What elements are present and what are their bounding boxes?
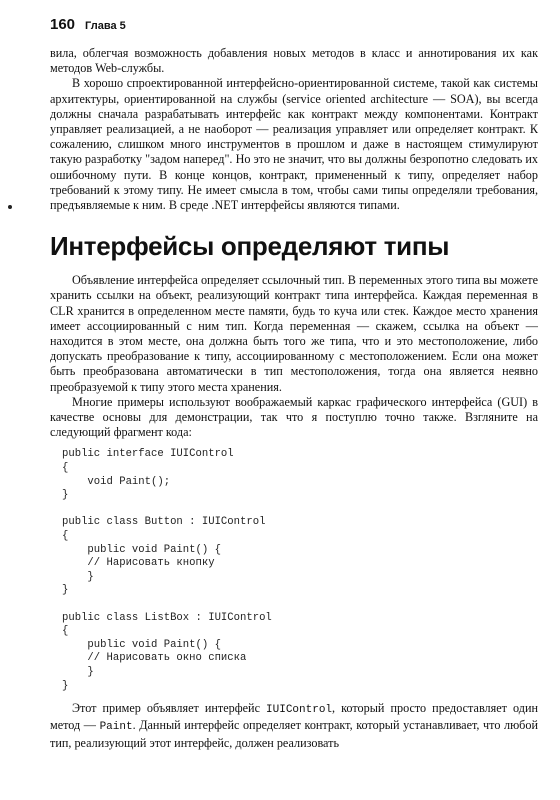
inline-code-interface: IUIControl <box>266 704 333 717</box>
page-body <box>50 46 538 751</box>
paragraph-final <box>50 701 538 751</box>
chapter-label: Глава 5 <box>85 20 126 32</box>
paragraph-continued: вила, облегчая возможность добавления новых методов в класс и аннотирования их как методов Web-службы. <box>50 46 538 76</box>
paragraph-gui-example: Многие примеры используют воображаемый каркас графического интерфейса (GUI) в качестве основы для демонстрации, так что я поступлю точно также. Взгляните на следующий фрагмент кода: <box>50 394 538 440</box>
final-text-1: Этот пример объявляет интерфейс <box>72 701 267 716</box>
margin-dot <box>8 205 12 209</box>
page-number: 160 <box>50 16 76 33</box>
final-text-2: , который просто предоставляет один метод — <box>50 701 538 733</box>
section-heading: Интерфейсы определяют типы <box>50 231 450 262</box>
page-header <box>50 16 126 38</box>
paragraph-soa: В хорошо спроектированной интерфейсно-ориентированной системе, такой как системы архитектуры, ориентированной на службы (service oriented architecture — SOA), вы всегда должны сначала разрабатывать интерфейс как контракт между компонентами. Контракт управляет реализацией, а не наоборот — реализация управляет или определяет контракт. К сожалению, слишком много инструментов в прошлом и даже в настоящем стимулируют такую разработку "задом наперед". Но это не значит, что вы должны безропотно следовать их ошибочному пути. В конце концов, контракт, примененный к типу, определяет набор требований к этому типу. Не имеет смысла в том, чтобы сами типы определяли требования, предъявляемые к ним. В среде .NET интерфейсы являются типами. <box>50 76 538 213</box>
code-listing: public interface IUIControl { void Paint(); } public class Button : IUIControl { public void Paint() { // Нарисовать кнопку } } public class ListBox : IUIControl { public void Paint() { // Нарисовать окно списка } } <box>62 448 272 692</box>
paragraph-interface-declaration: Объявление интерфейса определяет ссылочный тип. В переменных этого типа вы можете хранить ссылки на объект, реализующий контракт типа интерфейса. Каждая переменная в CLR хранится в определенном месте памяти, будь то куча или стек. Каждое место хранения имеет ассоциированный с ним тип. Когда переменная — скажем, ссылка на объект — находится в этом месте, она должна быть того же типа, что и это местоположение, либо допускать преобразование к типу, ассоциированному с местоположением. Если она может быть преобразована автоматически в тип местоположения, тогда она является неявно преобразуемой к типу этого места хранения. <box>50 273 538 394</box>
final-text-3: . Данный интерфейс определяет контракт, который устанавливает, что любой тип, реализующий этот интерфейс, должен реализовать <box>50 718 538 750</box>
inline-code-method: Paint <box>99 721 133 734</box>
